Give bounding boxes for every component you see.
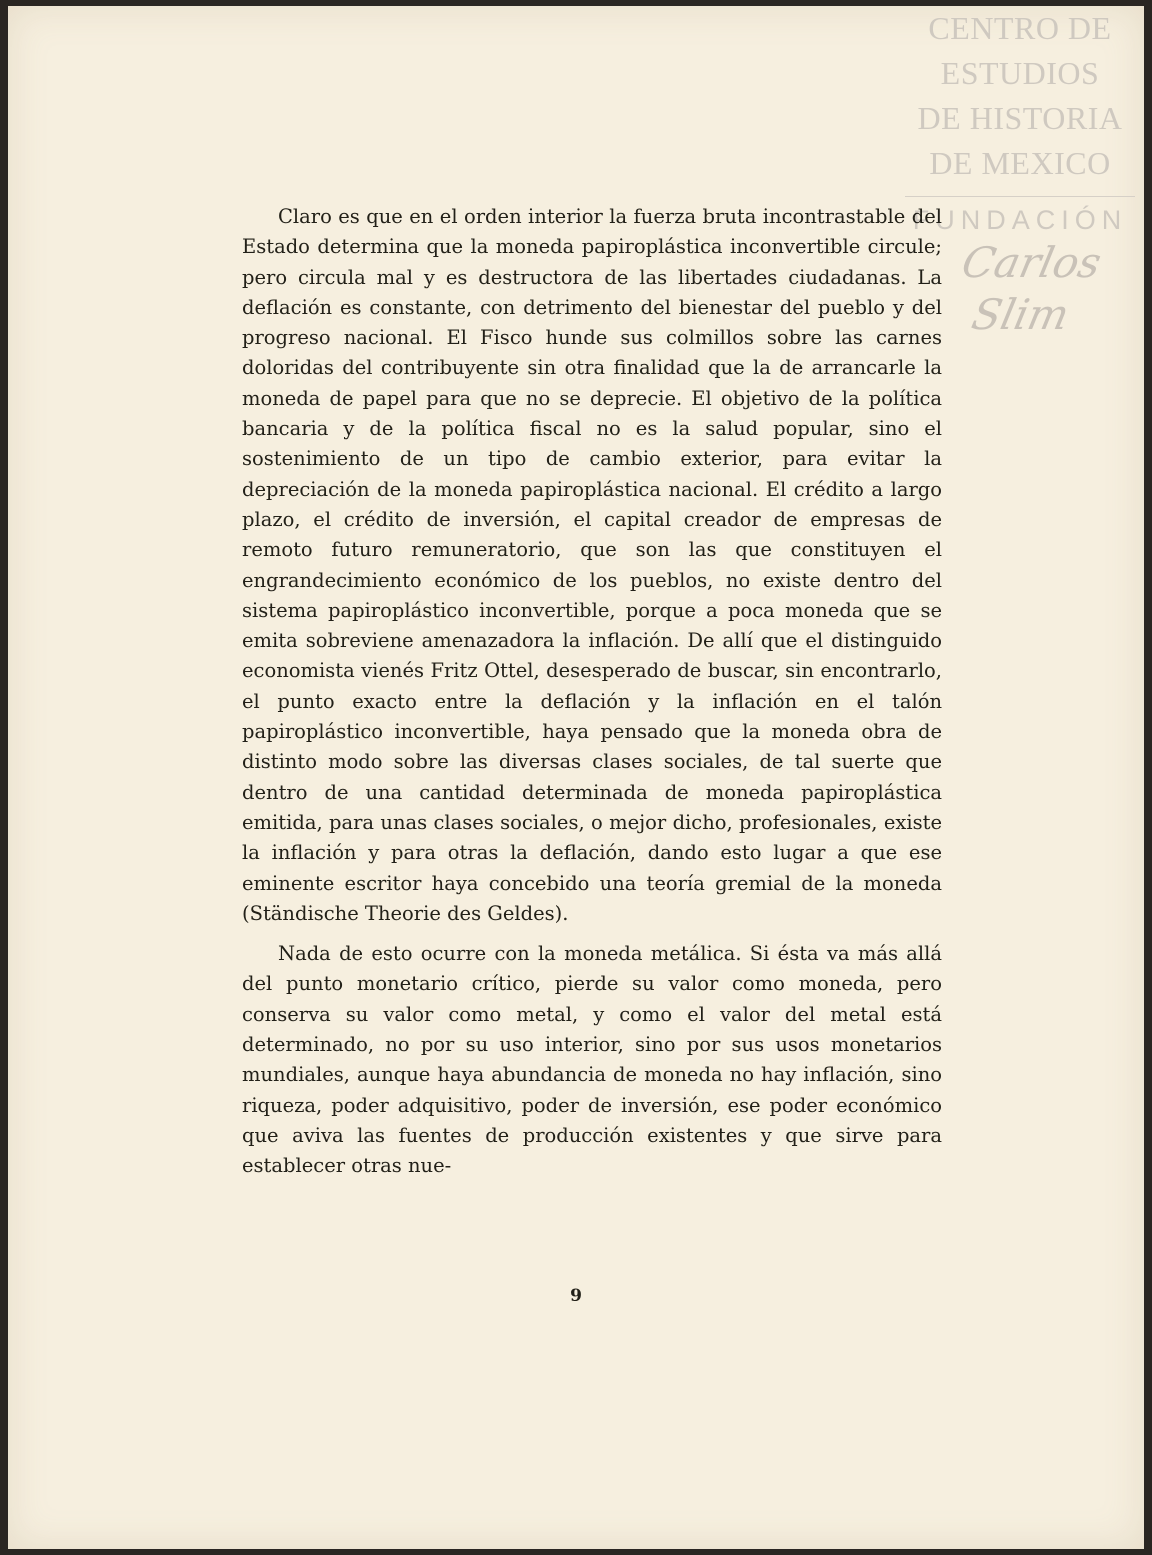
body-text <box>242 202 942 1182</box>
paragraph: Claro es que en el orden interior la fuerza bruta incontrastable del Estado determina que la moneda papiroplástica inconvertible circule; pero circula mal y es destructora de las libertades ciudadanas. La deflación es constante, con detrimento del bienestar del pueblo y del progreso nacional. El Fisco hunde sus colmillos sobre las carnes doloridas del contribuyente sin otra finalidad que la de arrancarle la moneda de papel para que no se deprecie. El objetivo de la política bancaria y de la política fiscal no es la salud popular, sino el sostenimiento de un tipo de cambio exterior, para evitar la depreciación de la moneda papiroplástica nacional. El crédito a largo plazo, el crédito de inversión, el capital creador de empresas de remoto futuro remuneratorio, que son las que constituyen el engrandecimiento económico de los pueblos, no existe dentro del sistema papiroplástico inconvertible, porque a poca moneda que se emita sobreviene amenazadora la inflación. De allí que el distinguido economista vienés Fritz Ottel, desesperado de buscar, sin encontrarlo, el punto exacto entre la deflación y la inflación en el talón papiroplástico inconvertible, haya pensado que la moneda obra de distinto modo sobre las diversas clases sociales, de tal suerte que dentro de una cantidad determinada de moneda papiroplástica emitida, para unas clases sociales, o mejor dicho, profesionales, existe la inflación y para otras la deflación, dando esto lugar a que ese eminente escritor haya concebido una teoría gremial de la moneda (Ständische Theorie des Geldes). <box>242 205 942 925</box>
watermark-line: ESTUDIOS <box>940 55 1100 91</box>
watermark-line: DE HISTORIA <box>917 100 1123 136</box>
document-page <box>8 6 1144 1549</box>
watermark-line: CENTRO DE <box>928 10 1112 46</box>
paragraph: Nada de esto ocurre con la moneda metálica. Si ésta va más allá del punto monetario crítico, pierde su valor como moneda, pero conserva su valor como metal, y como el valor del metal está determinado, no por su uso interior, sino por sus usos monetarios mundiales, aunque haya abundancia de moneda no hay inflación, sino riqueza, poder adquisitivo, poder de inversión, ese poder económico que aviva las fuentes de producción existentes y que sirve para establecer otras nue- <box>242 942 942 1178</box>
watermark-foundation: FUNDACIÓN <box>912 205 1128 235</box>
page-number: 9 <box>570 1286 582 1306</box>
watermark-signature: Carlos Slim <box>957 238 1106 339</box>
watermark-line: DE MEXICO <box>929 145 1111 181</box>
watermark-divider <box>905 196 1135 197</box>
